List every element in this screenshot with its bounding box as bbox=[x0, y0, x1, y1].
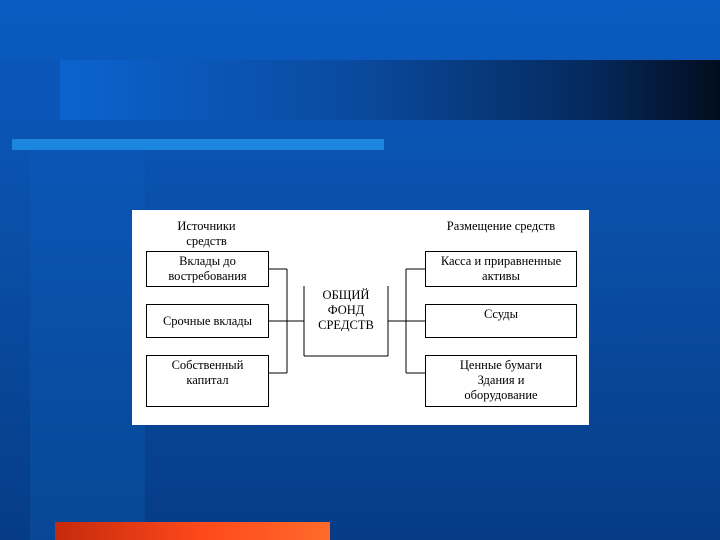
source-box-term-deposits bbox=[146, 304, 269, 338]
decorative-accent-bar bbox=[12, 139, 384, 150]
placement-label: Касса и приравненные активы bbox=[440, 254, 562, 283]
placement-box-loans bbox=[425, 304, 577, 338]
source-label: Срочные вклады bbox=[162, 313, 253, 328]
placement-box-securities bbox=[425, 355, 577, 407]
source-box-own-capital bbox=[146, 355, 269, 407]
decorative-top-band bbox=[60, 60, 720, 120]
sources-header: Источники средств bbox=[177, 219, 236, 248]
decorative-band-stub bbox=[0, 60, 60, 120]
common-fund-label: ОБЩИЙ ФОНД СРЕДСТВ bbox=[318, 288, 374, 332]
placement-label: Ценные бумаги Здания и оборудование bbox=[459, 358, 543, 402]
common-fund-block bbox=[304, 286, 388, 356]
source-label: Собственный капитал bbox=[171, 358, 244, 387]
source-box-demand-deposits bbox=[146, 251, 269, 287]
fund-structure-diagram bbox=[132, 210, 589, 425]
placement-box-cash bbox=[425, 251, 577, 287]
placement-label: Ссуды bbox=[483, 307, 519, 321]
decorative-left-column bbox=[30, 150, 145, 540]
decorative-bottom-bar bbox=[55, 522, 330, 540]
source-label: Вклады до востребования bbox=[168, 254, 247, 283]
placement-header: Размещение средств bbox=[446, 219, 556, 233]
